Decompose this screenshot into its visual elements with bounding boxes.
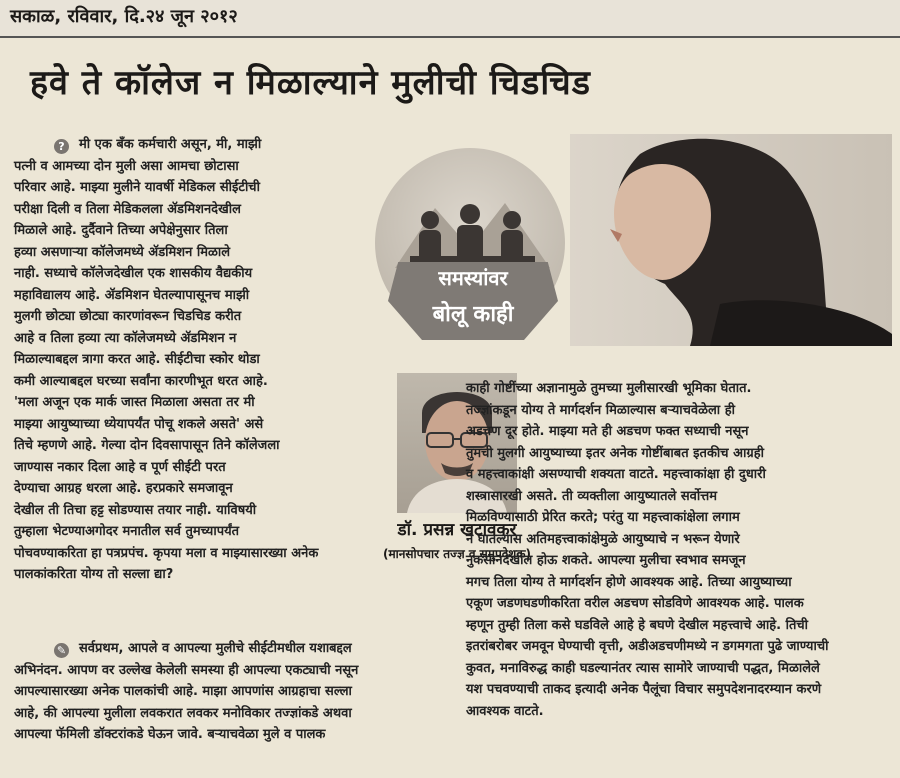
text-line: परीक्षा दिली व तिला मेडिकलला ॲडमिशनदेखील xyxy=(14,201,241,217)
text-line: महाविद्यालय आहे. ॲडमिशन घेतल्यापासूनच माझी xyxy=(14,287,250,303)
text-line: पत्नी व आमच्या दोन मुली असा आमचा छोटासा xyxy=(14,158,239,174)
text-line: मुलगी छोट्या छोट्या कारणांवरून चिडचिड करीत xyxy=(14,309,242,324)
text-line: पोचवण्याकरिता हा पत्रप्रपंच. कृपया मला व माझ्यासारख्या अनेक xyxy=(14,545,319,561)
woman-silhouette xyxy=(570,134,892,346)
text-line: आपल्या फॅमिली डॉक्टरांकडे घेऊन जावे. बऱ्याचवेळा मुले व पालक xyxy=(14,727,326,742)
text-line xyxy=(14,638,504,660)
text-line: आहे व तिला हव्या त्या कॉलेजमध्ये ॲडमिशन न xyxy=(14,330,237,346)
text-line: न घातल्यास अतिमहत्त्वाकांक्षेमुळे आयुष्याचे न भरून येणारे xyxy=(466,531,740,547)
text-line: तुम्हाला भेटण्याअगोदर मनातील सर्व तुमच्यापर्यंत xyxy=(14,524,240,539)
question-text xyxy=(14,134,366,586)
answer-continued-text xyxy=(466,378,891,722)
author-title: (मानसोपचार तज्ज्ञ व समुपदेशक) xyxy=(382,547,532,561)
text-line: परिवार आहे. माझ्या मुलीने यावर्षी मेडिकल सीईटीची xyxy=(14,180,260,195)
text-line: मगच तिला योग्य ते मार्गदर्शन होणे आवश्यक आहे. तिच्या आयुष्याच्या xyxy=(466,574,792,590)
text-line: एकूण जडणघडणीकरिता वरील अडचण सोडविणे आवश्यक आहे. पालक xyxy=(466,596,804,611)
text-line: मिळविण्यासाठी प्रेरित करते; परंतु या महत्त्वाकांक्षेला लगाम xyxy=(466,510,740,525)
logo-line1: समस्यांवर xyxy=(438,266,508,290)
text-line-content: मी एक बँक कर्मचारी असून, मी, माझी xyxy=(79,137,262,152)
text-line: नुकसानदेखील होऊ शकते. आपल्या मुलीचा स्वभाव समजून xyxy=(466,553,746,568)
text-line: यश पचवण्याची ताकद इत्यादी अनेक पैलूंचा विचार समुपदेशनादरम्यान करणे xyxy=(466,682,822,697)
text-line: देण्याचा आग्रह धरला आहे. हरप्रकारे समजावून xyxy=(14,481,233,496)
text-line: 'मला अजून एक मार्क जास्त मिळाला असता तर मी xyxy=(14,395,255,410)
text-line: अडचण दूर होते. माझ्या मते ही अडचण फक्त सध्याची नसून xyxy=(466,424,749,439)
text-line: कुवत, मनाविरुद्ध काही घडल्यानंतर त्यास सामोरे जाण्याची पद्धत, मिळालेले xyxy=(466,660,820,676)
text-line xyxy=(14,134,366,156)
dateline: सकाळ, रविवार, दि.२४ जून २०१२ xyxy=(10,6,238,27)
text-line-content: सर्वप्रथम, आपले व आपल्या मुलीचे सीईटीमधील यशाबद्दल xyxy=(79,641,352,656)
text-line: जाण्यास नकार दिला आहे व पूर्ण सीईटी परत xyxy=(14,459,226,475)
text-line: आपल्यासारख्या अनेक पालकांची आहे. माझा आपणांस आग्रहाचा सल्ला xyxy=(14,684,352,699)
woman-photo xyxy=(570,134,892,346)
text-line: देखील ती तिचा हट्ट सोडण्यास तयार नाही. याविषयी xyxy=(14,502,257,518)
text-line: मिळाले आहे. दुर्दैवाने तिच्या अपेक्षेनुसार तिला xyxy=(14,223,228,238)
headline: हवे ते कॉलेज न मिळाल्याने मुलीची चिडचिड xyxy=(30,63,591,103)
answer-text xyxy=(14,638,504,746)
question-mark-icon: ? xyxy=(54,139,69,154)
author-name: डॉ. प्रसन्न खटावकर xyxy=(397,520,517,540)
text-line: आवश्यक वाटते. xyxy=(466,703,544,719)
text-line: इतरांबरोबर जमवून घेण्याची वृत्ती, अडीअडचणीमध्ये न डगमगता पुढे जाण्याची xyxy=(466,639,829,654)
text-line: व महत्त्वाकांक्षी असण्याची शक्यता वाटते. महत्त्वाकांक्षा ही दुधारी xyxy=(466,467,766,482)
logo-banner xyxy=(388,262,558,340)
text-line: काही गोष्टींच्या अज्ञानामुळे तुमच्या मुलीसारखी भूमिका घेतात. xyxy=(466,381,752,396)
text-line: अभिनंदन. आपण वर उल्लेख केलेली समस्या ही आपल्या एकट्याची नसून xyxy=(14,662,359,678)
text-line: तिचे म्हणणे आहे. गेल्या दोन दिवसापासून तिने कॉलेजला xyxy=(14,438,280,453)
text-line: आहे, की आपल्या मुलीला लवकरात लवकर मनोविकार तज्ज्ञांकडे अथवा xyxy=(14,705,352,721)
text-line: शस्त्रासारखी असते. ती व्यक्तीला आयुष्यातले सर्वोत्तम xyxy=(466,488,718,504)
text-line: पालकांकरिता योग्य तो सल्ला द्या? xyxy=(14,567,174,582)
text-line: कमी आल्याबद्दल घरच्या सर्वांना कारणीभूत धरत आहे. xyxy=(14,373,268,389)
text-line: नाही. सध्याचे कॉलेजदेखील एक शासकीय वैद्यकीय xyxy=(14,266,253,281)
text-line: हव्या असणाऱ्या कॉलेजमध्ये ॲडमिशन मिळाले xyxy=(14,244,231,260)
text-line: म्हणून तुम्ही तिला कसे घडविले आहे हे बघणे देखील महत्त्वाचे आहे. तिची xyxy=(466,617,808,633)
logo-line2: बोलू काही xyxy=(432,302,514,327)
text-line: तज्ज्ञांकडून योग्य ते मार्गदर्शन मिळाल्यास बऱ्याचवेळेला ही xyxy=(466,402,735,418)
text-line: माझ्या आयुष्याच्या ध्येयापर्यंत पोचू शकले असते' असे xyxy=(14,416,264,432)
answer-icon: ✎ xyxy=(54,643,69,658)
header-rule xyxy=(0,36,900,38)
text-line: तुमची मुलगी आयुष्याच्या इतर अनेक गोष्टींबाबत इतकीच आग्रही xyxy=(466,445,764,461)
text-line: मिळाल्याबद्दल त्रागा करत आहे. सीईटीचा स्कोर थोडा xyxy=(14,352,260,367)
